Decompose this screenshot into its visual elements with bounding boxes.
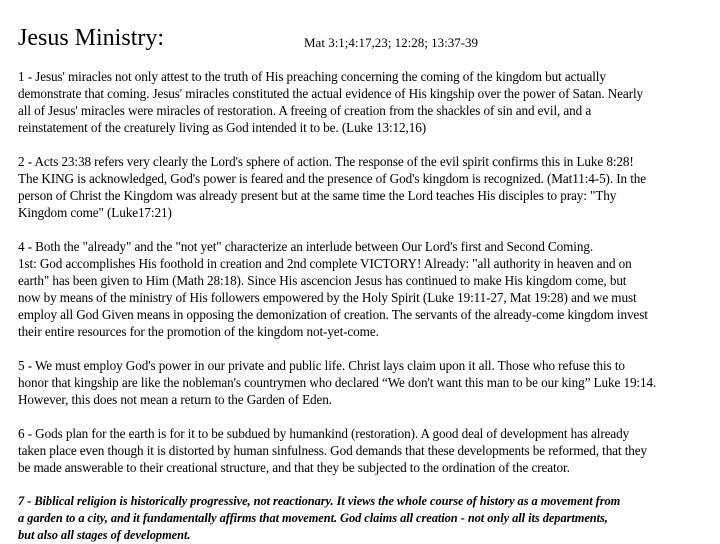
paragraph-line: reinstatement of the creaturely living as God intended it to be. (Luke 13:12,16) (18, 120, 427, 135)
paragraph-line: However, this does not mean a return to the Garden of Eden. (18, 392, 332, 407)
paragraph-7 (18, 493, 712, 544)
paragraph-line: a garden to a city, and it fundamentally affirms that movement. God claims all creation - not only all its departments, (18, 511, 608, 525)
paragraph-line: person of Christ the Kingdom was already present but at the same time the Lord teaches His disciples to pray: "Thy (18, 188, 617, 203)
paragraph-4 (18, 238, 712, 340)
paragraph-line: Kingdom come" (Luke17:21) (18, 205, 172, 220)
paragraph-line: 7 - Biblical religion is historically progressive, not reactionary. It views the whole course of history as a movement from (18, 494, 621, 508)
scripture-references: Mat 3:1;4:17,23; 12:28; 13:37-39 (304, 35, 479, 50)
paragraph-line: 1 - Jesus' miracles not only attest to the truth of His preaching concerning the coming of the kingdom but actually (18, 69, 606, 84)
paragraph-line: 1st: God accomplishes His foothold in creation and 2nd complete VICTORY! Already: "all authority in heaven and on (18, 256, 632, 271)
paragraph-line: but also all stages of development. (18, 528, 191, 542)
paragraph-line: their entire resources for the promotion of the kingdom not-yet-come. (18, 324, 379, 339)
paragraph-line: all of Jesus' miracles were miracles of restoration. A freeing of creation from the shackles of sin and evil, and a (18, 103, 592, 118)
page-title: Jesus Ministry: (18, 25, 165, 51)
paragraph-line: be made answerable to their creational structure, and that they be subjected to the ordination of the creator. (18, 460, 570, 475)
paragraph-line: 5 - We must employ God's power in our private and public life. Christ lays claim upon it all. Those who refuse this to (18, 358, 625, 373)
paragraph-line: 4 - Both the "already" and the "not yet" characterize an interlude between Our Lord's first and Second Coming. (18, 239, 594, 254)
paragraph-1 (18, 68, 712, 136)
paragraph-5 (18, 357, 712, 408)
paragraph-line: now by means of the ministry of His followers empowered by the Holy Spirit (Luke 19:11-27, Mat 19:28) and we must (18, 290, 637, 305)
paragraph-line: 6 - Gods plan for the earth is for it to be subdued by humankind (restoration). A good deal of development has already (18, 426, 630, 441)
paragraph-line: honor that kingship are like the nobleman's countrymen who declared “We don't want this man to be our king” Luke 19:14. (18, 375, 657, 390)
paragraph-line: demonstrate that coming. Jesus' miracles constituted the actual evidence of His kingship over the power of Satan. Nearly (18, 86, 644, 101)
paragraph-line: employ all God Given means in opposing the demonization of creation. The servants of the already-come kingdom invest (18, 307, 648, 322)
paragraph-line: The KING is acknowledged, God's power is feared and the presence of God's kingdom is recognized. (Mat11:4-5). In the (18, 171, 647, 186)
paragraph-6 (18, 425, 712, 476)
paragraph-2 (18, 153, 712, 221)
slide-body (18, 68, 712, 544)
paragraph-line: 2 - Acts 23:38 refers very clearly the Lord's sphere of action. The response of the evil spirit confirms this in Luke 8:28! (18, 154, 634, 169)
paragraph-line: earth" has been given to Him (Math 28:18). Since His ascencion Jesus has continued to make His kingdom come, but (18, 273, 627, 288)
paragraph-line: taken place even though it is distorted by human sinfulness. God demands that these developments be reformed, that they (18, 443, 648, 458)
